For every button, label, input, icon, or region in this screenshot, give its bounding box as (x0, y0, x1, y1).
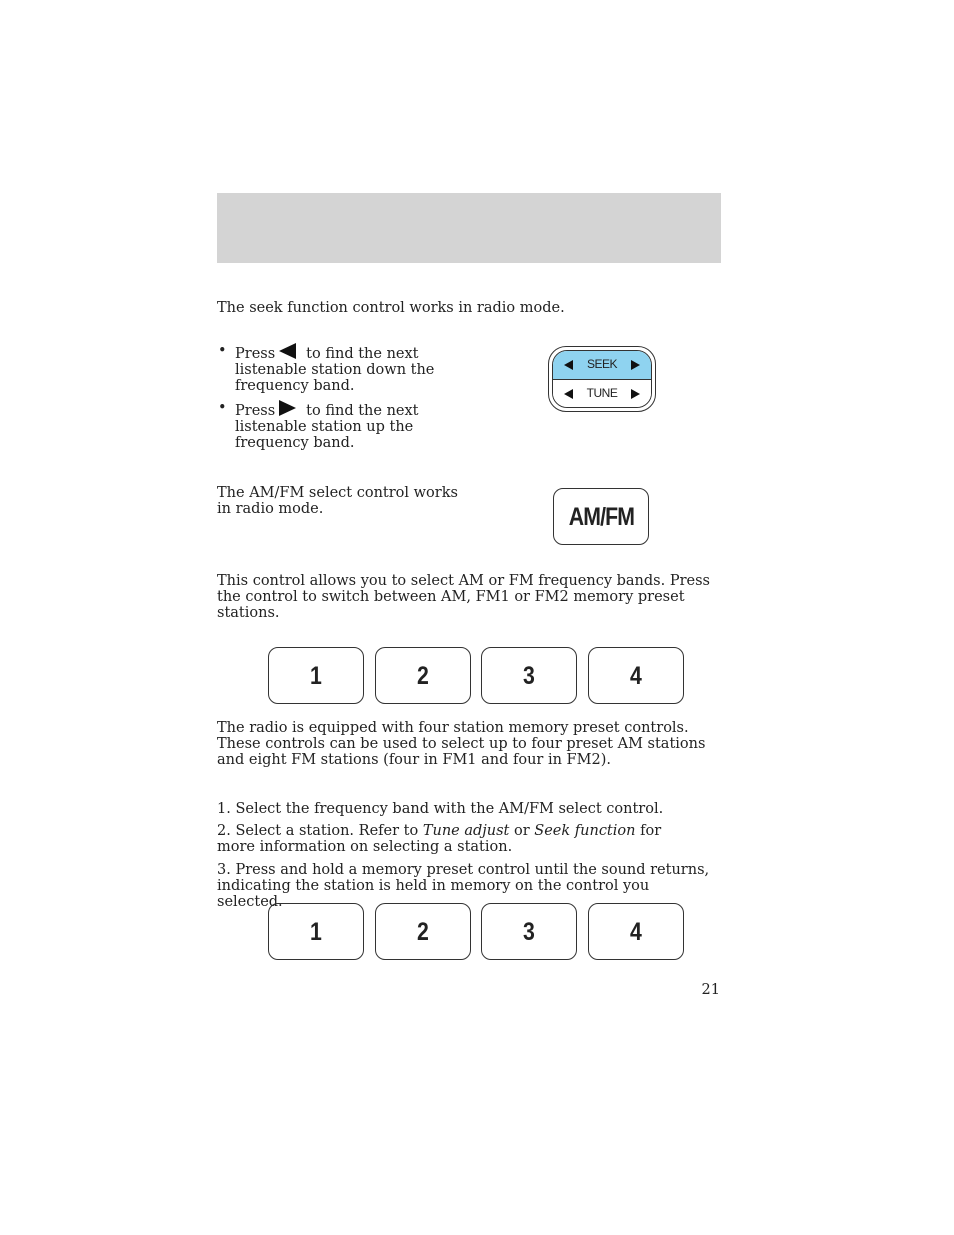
press-word: Press (235, 346, 276, 362)
seek-right-arrow-icon (631, 360, 640, 370)
seek-label: SEEK (586, 357, 617, 371)
preset-button-1 (268, 647, 364, 704)
tune-adjust-reference: Tune adjust (422, 823, 510, 839)
seek-bullet-list (217, 343, 447, 457)
step-1: 1. Select the frequency band with the AM/FM select control. (217, 801, 664, 817)
section-header-band (217, 193, 721, 263)
preset-buttons-top (268, 647, 684, 704)
preset-button-2 (375, 647, 471, 704)
preset-label: 1 (310, 661, 322, 690)
page-number: 21 (701, 982, 720, 998)
amfm-button-illustration (553, 488, 649, 545)
step-3: 3. Press and hold a memory preset control until the sound returns, indicating the station is held in memory on the control you selected. (217, 862, 710, 910)
step-2-prefix: 2. Select a station. Refer to (217, 823, 423, 839)
seek-function-reference: Seek function (534, 823, 636, 839)
seek-up-description: to find the next listenable station up the frequency band. (235, 403, 419, 451)
amfm-description: This control allows you to select AM or FM frequency bands. Press the control to switch between AM, FM1 or FM2 memory preset stations. (217, 573, 710, 621)
tune-button (553, 380, 651, 407)
preset-label: 2 (416, 661, 429, 690)
preset-label: 3 (523, 661, 536, 690)
seek-tune-control (548, 346, 656, 412)
amfm-button-label: AM/FM (568, 502, 634, 531)
preset-buttons-bottom (268, 903, 684, 960)
seek-down-arrow-icon (279, 343, 296, 359)
tune-right-arrow-icon (631, 389, 640, 399)
preset-button-4 (588, 647, 684, 704)
seek-down-bullet (217, 343, 447, 394)
preset-button-4 (588, 903, 684, 960)
preset-button-3 (481, 903, 577, 960)
preset-label: 4 (630, 661, 642, 690)
preset-button-3 (481, 647, 577, 704)
presets-description: The radio is equipped with four station memory preset controls. These controls can be used to select up to four preset AM stations and eight FM stations (four in FM1 and four in FM2). (217, 720, 706, 768)
preset-button-2 (375, 903, 471, 960)
preset-label: 3 (523, 917, 536, 946)
press-word: Press (235, 403, 276, 419)
seek-up-bullet (217, 400, 447, 451)
amfm-intro-text: The AM/FM select control works in radio mode. (217, 485, 458, 517)
seek-down-description: to find the next listenable station down the frequency band. (235, 346, 435, 394)
tune-label: TUNE (586, 386, 618, 400)
preset-label: 2 (416, 917, 429, 946)
seek-button (553, 351, 651, 380)
seek-up-arrow-icon (279, 400, 296, 416)
step-2-mid: or (509, 823, 535, 839)
step-2 (217, 823, 697, 855)
preset-label: 1 (310, 917, 322, 946)
preset-button-1 (268, 903, 364, 960)
preset-label: 4 (630, 917, 642, 946)
step-2-suffix: for more information on selecting a station. (217, 823, 662, 855)
seek-intro-text: The seek function control works in radio mode. (217, 300, 565, 316)
